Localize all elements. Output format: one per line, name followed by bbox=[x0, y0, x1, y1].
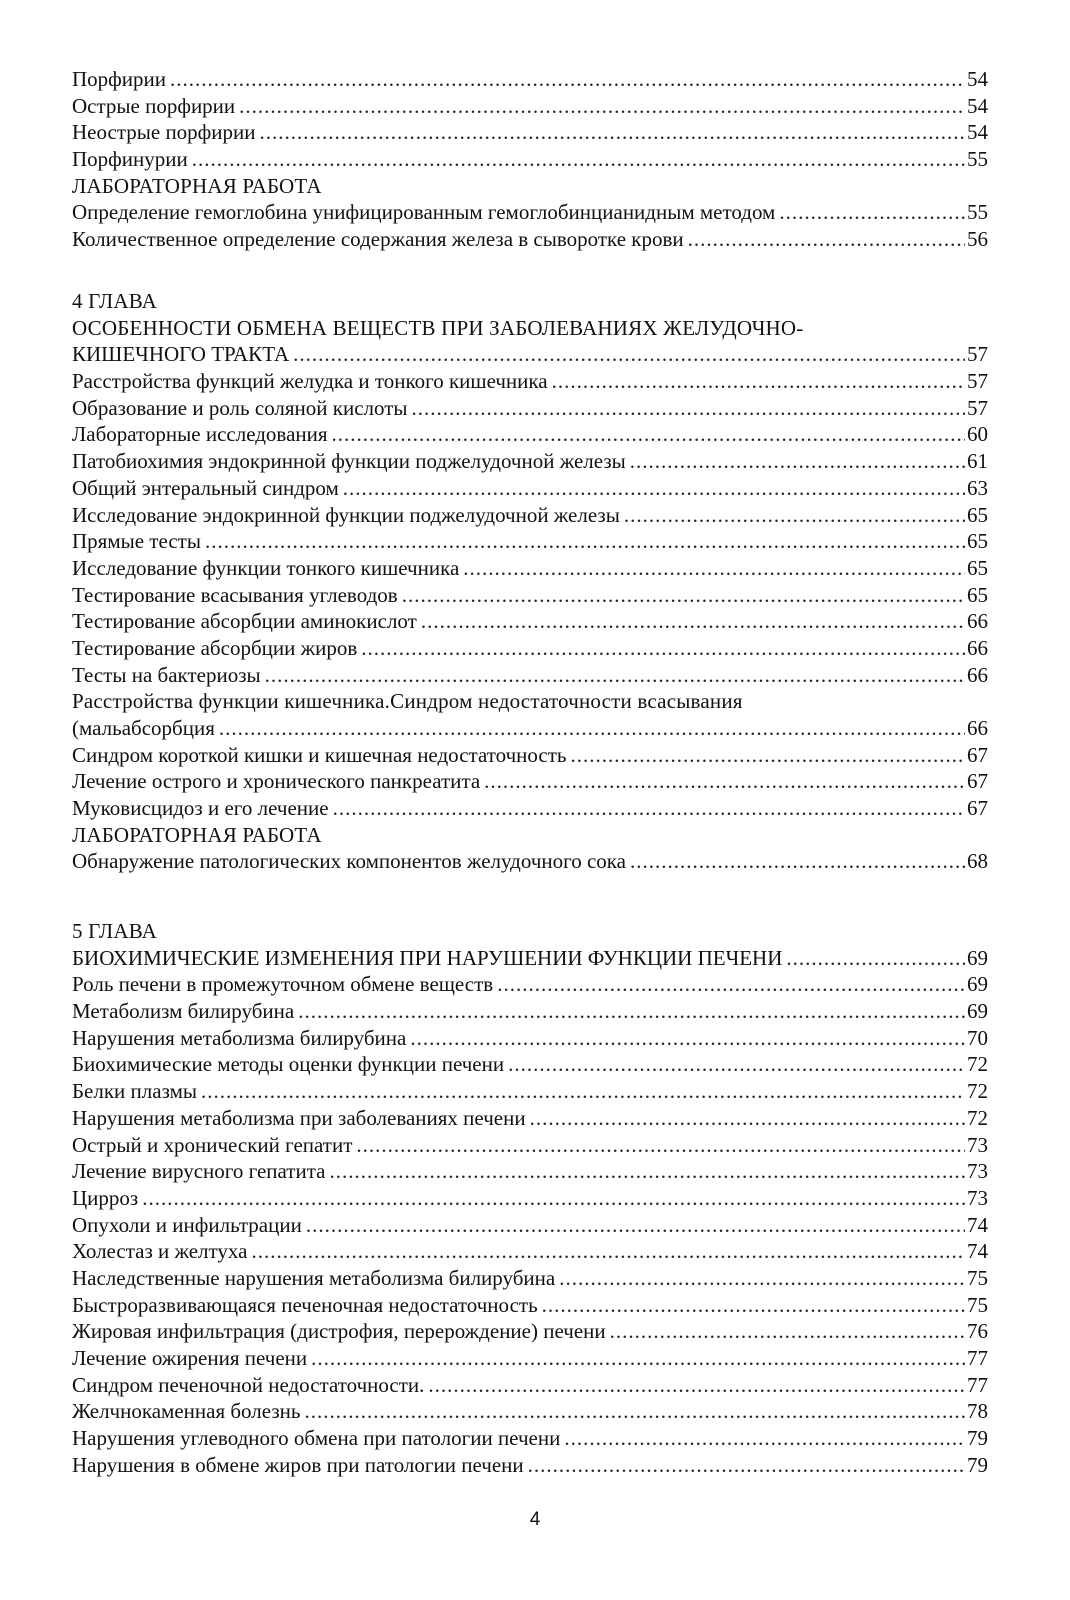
toc-entry bbox=[72, 1105, 988, 1132]
toc-entry-page: 68 bbox=[967, 849, 988, 874]
toc-leader-dots bbox=[542, 1292, 965, 1319]
toc-block-chapter-3-end bbox=[72, 66, 988, 253]
toc-entry-title: Опухоли и инфильтрации bbox=[72, 1212, 302, 1237]
toc-heading: Расстройства функции кишечника.Синдром недостаточности всасывания bbox=[72, 689, 743, 714]
toc-entry-page: 69 bbox=[967, 972, 988, 997]
toc-entry-title: Острый и хронический гепатит bbox=[72, 1132, 353, 1157]
toc-entry-title: Патобиохимия эндокринной функции поджелудочной железы bbox=[72, 449, 626, 474]
toc-block-chapter-5 bbox=[72, 918, 988, 1478]
toc-entry-page: 57 bbox=[967, 369, 988, 394]
toc-entry-page: 73 bbox=[967, 1132, 988, 1157]
toc-entry-title: Синдром короткой кишки и кишечная недостаточность bbox=[72, 742, 567, 767]
toc-leader-dots bbox=[410, 1025, 965, 1052]
toc-entry-page: 70 bbox=[967, 1025, 988, 1050]
toc-entry bbox=[72, 341, 988, 368]
toc-entry-title: Быстроразвивающаяся печеночная недостаточность bbox=[72, 1292, 538, 1317]
toc-entry bbox=[72, 608, 988, 635]
toc-entry bbox=[72, 635, 988, 662]
toc-entry bbox=[72, 998, 988, 1025]
toc-entry bbox=[72, 1265, 988, 1292]
toc-entry bbox=[72, 945, 988, 972]
toc-entry-page: 79 bbox=[967, 1452, 988, 1477]
toc-leader-dots bbox=[528, 1452, 965, 1479]
toc-entry-title: Исследование эндокринной функции поджелудочной железы bbox=[72, 502, 620, 527]
toc-entry-page: 57 bbox=[967, 395, 988, 420]
toc-entry-page: 66 bbox=[967, 662, 988, 687]
toc-leader-dots bbox=[688, 226, 965, 253]
toc-leader-dots bbox=[356, 1132, 965, 1159]
toc-entry bbox=[72, 448, 988, 475]
toc-entry bbox=[72, 1185, 988, 1212]
toc-entry-title: Метаболизм билирубина bbox=[72, 999, 295, 1024]
toc-heading: 5 ГЛАВА bbox=[72, 919, 157, 943]
toc-leader-dots bbox=[306, 1212, 965, 1239]
toc-entry-page: 65 bbox=[967, 555, 988, 580]
toc-entry-page: 75 bbox=[967, 1265, 988, 1290]
toc-entry bbox=[72, 715, 988, 742]
toc-entry-page: 72 bbox=[967, 1052, 988, 1077]
toc-entry-page: 73 bbox=[967, 1159, 988, 1184]
toc-leader-dots bbox=[530, 1105, 965, 1132]
toc-leader-dots bbox=[497, 971, 965, 998]
toc-entry-page: 74 bbox=[967, 1212, 988, 1237]
toc-entry-title: Роль печени в промежуточном обмене веществ bbox=[72, 972, 494, 997]
toc-leader-dots bbox=[412, 395, 965, 422]
toc-entry-title: Биохимические методы оценки функции печени bbox=[72, 1052, 505, 1077]
toc-heading: ЛАБОРАТОРНАЯ РАБОТА bbox=[72, 822, 322, 847]
toc-entry bbox=[72, 199, 988, 226]
toc-entry-page: 54 bbox=[967, 120, 988, 145]
toc-entry-page: 67 bbox=[967, 796, 988, 821]
toc-entry-page: 57 bbox=[967, 342, 988, 367]
toc-leader-dots bbox=[260, 119, 965, 146]
toc-entry-page: 77 bbox=[967, 1372, 988, 1397]
toc-entry bbox=[72, 1452, 988, 1479]
toc-entry-page: 66 bbox=[967, 635, 988, 660]
toc-leader-dots bbox=[779, 199, 965, 226]
toc-entry bbox=[72, 368, 988, 395]
toc-entry-title: Порфирии bbox=[72, 67, 166, 91]
toc-entry-page: 74 bbox=[967, 1239, 988, 1264]
toc-leader-dots bbox=[570, 742, 965, 769]
toc-entry-page: 79 bbox=[967, 1426, 988, 1451]
toc-leader-dots bbox=[333, 795, 965, 822]
page-number: 4 bbox=[529, 1509, 541, 1530]
toc-entry-page: 75 bbox=[967, 1292, 988, 1317]
toc-entry-title: Тестирование абсорбции аминокислот bbox=[72, 609, 417, 634]
toc-entry-title: Тесты на бактериозы bbox=[72, 662, 261, 687]
toc-entry bbox=[72, 971, 988, 998]
toc-leader-dots bbox=[219, 715, 965, 742]
toc-entry-title: Порфинурии bbox=[72, 147, 188, 172]
toc-leader-dots bbox=[559, 1265, 965, 1292]
toc-entry-title: Лабораторные исследования bbox=[72, 422, 328, 447]
toc-entry-page: 65 bbox=[967, 529, 988, 554]
toc-entry bbox=[72, 742, 988, 769]
toc-entry-title: Синдром печеночной недостаточности. bbox=[72, 1372, 425, 1397]
toc-leader-dots bbox=[251, 1238, 965, 1265]
toc-entry bbox=[72, 93, 988, 120]
toc-entry-title: Нарушения углеводного обмена при патологии печени bbox=[72, 1426, 561, 1451]
toc-leader-dots bbox=[786, 945, 965, 972]
toc-leader-dots bbox=[421, 608, 965, 635]
toc-entry-page: 69 bbox=[967, 945, 988, 970]
toc-leader-dots bbox=[293, 341, 965, 368]
toc-entry bbox=[72, 502, 988, 529]
toc-entry-page: 65 bbox=[967, 502, 988, 527]
toc-leader-dots bbox=[304, 1398, 965, 1425]
toc-entry-page: 56 bbox=[967, 227, 988, 252]
toc-heading: ЛАБОРАТОРНАЯ РАБОТА bbox=[72, 173, 322, 198]
toc-entry bbox=[72, 528, 988, 555]
toc-entry bbox=[72, 226, 988, 253]
toc-entry bbox=[72, 1078, 988, 1105]
toc-leader-dots bbox=[142, 1185, 965, 1212]
toc-entry-page: 65 bbox=[967, 582, 988, 607]
toc-entry bbox=[72, 146, 988, 173]
toc-entry bbox=[72, 1158, 988, 1185]
toc-entry-page: 54 bbox=[967, 93, 988, 118]
toc-leader-dots bbox=[332, 421, 965, 448]
toc-entry bbox=[72, 421, 988, 448]
toc-leader-dots bbox=[508, 1051, 965, 1078]
toc-leader-dots bbox=[298, 998, 965, 1025]
toc-entry bbox=[72, 1238, 988, 1265]
toc-entry bbox=[72, 1372, 988, 1399]
toc-entry bbox=[72, 1318, 988, 1345]
toc-entry bbox=[72, 795, 988, 822]
toc-entry-title: Холестаз и желтуха bbox=[72, 1239, 248, 1264]
toc-entry bbox=[72, 475, 988, 502]
toc-entry-title: Обнаружение патологических компонентов желудочного сока bbox=[72, 849, 626, 874]
toc-entry-title: Нарушения метаболизма билирубина bbox=[72, 1025, 407, 1050]
toc-entry-page: 66 bbox=[967, 609, 988, 634]
toc-entry bbox=[72, 1025, 988, 1052]
toc-leader-dots bbox=[361, 635, 965, 662]
toc-entry bbox=[72, 662, 988, 689]
toc-entry-page: 54 bbox=[967, 67, 988, 91]
toc-entry bbox=[72, 1292, 988, 1319]
toc-entry-title: БИОХИМИЧЕСКИЕ ИЗМЕНЕНИЯ ПРИ НАРУШЕНИИ ФУНКЦИИ ПЕЧЕНИ bbox=[72, 945, 783, 970]
toc-heading: ОСОБЕННОСТИ ОБМЕНА ВЕЩЕСТВ ПРИ ЗАБОЛЕВАНИЯХ ЖЕЛУДОЧНО- bbox=[72, 315, 804, 340]
toc-entry-page: 72 bbox=[967, 1105, 988, 1130]
toc-entry bbox=[72, 1212, 988, 1239]
toc-entry-title: Желчнокаменная болезнь bbox=[72, 1399, 301, 1424]
toc-leader-dots bbox=[624, 502, 965, 529]
toc-entry-title: Цирроз bbox=[72, 1185, 139, 1210]
toc-leader-dots bbox=[343, 475, 965, 502]
toc-entry-title: Муковисцидоз и его лечение bbox=[72, 796, 329, 821]
toc-heading: 4 ГЛАВА bbox=[72, 289, 157, 313]
toc-entry-page: 55 bbox=[967, 200, 988, 225]
toc-leader-dots bbox=[552, 368, 965, 395]
toc-entry bbox=[72, 1345, 988, 1372]
toc-leader-dots bbox=[265, 662, 965, 689]
toc-entry-title: Прямые тесты bbox=[72, 529, 201, 554]
toc-entry-title: КИШЕЧНОГО ТРАКТА bbox=[72, 342, 290, 367]
toc-leader-dots bbox=[311, 1345, 965, 1372]
toc-entry bbox=[72, 1425, 988, 1452]
toc-entry-title: Неострые порфирии bbox=[72, 120, 256, 145]
toc-entry-title: Нарушения метаболизма при заболеваниях печени bbox=[72, 1105, 526, 1130]
toc-entry-title: Нарушения в обмене жиров при патологии печени bbox=[72, 1452, 524, 1477]
toc-entry-title: Лечение ожирения печени bbox=[72, 1346, 308, 1370]
toc-entry-title: Лечение острого и хронического панкреатита bbox=[72, 769, 481, 794]
toc-leader-dots bbox=[484, 768, 965, 795]
toc-entry-title: Общий энтеральный синдром bbox=[72, 475, 339, 500]
toc-entry-page: 67 bbox=[967, 769, 988, 794]
toc-entry bbox=[72, 119, 988, 146]
toc-leader-dots bbox=[170, 66, 965, 93]
toc-entry bbox=[72, 66, 988, 93]
toc-entry-page: 76 bbox=[967, 1319, 988, 1344]
toc-entry-title: Тестирование абсорбции жиров bbox=[72, 635, 358, 660]
toc-entry-title: Лечение вирусного гепатита bbox=[72, 1159, 326, 1184]
toc-leader-dots bbox=[610, 1318, 965, 1345]
toc-leader-dots bbox=[192, 146, 965, 173]
toc-leader-dots bbox=[630, 848, 965, 875]
toc-leader-dots bbox=[463, 555, 965, 582]
toc-leader-dots bbox=[329, 1158, 965, 1185]
toc-entry-page: 73 bbox=[967, 1185, 988, 1210]
toc-entry-title: Жировая инфильтрация (дистрофия, перерождение) печени bbox=[72, 1319, 606, 1344]
toc-entry-page: 69 bbox=[967, 999, 988, 1024]
toc-entry bbox=[72, 1051, 988, 1078]
toc-entry-title: Белки плазмы bbox=[72, 1079, 197, 1104]
toc-entry-page: 67 bbox=[967, 742, 988, 767]
toc-entry-page: 77 bbox=[967, 1346, 988, 1370]
toc-entry-title: Расстройства функций желудка и тонкого кишечника bbox=[72, 369, 548, 394]
toc-entry bbox=[72, 1132, 988, 1159]
toc-leader-dots bbox=[630, 448, 965, 475]
toc-entry bbox=[72, 848, 988, 875]
toc-leader-dots bbox=[239, 93, 965, 120]
toc-leader-dots bbox=[564, 1425, 965, 1452]
toc-entry-title: Количественное определение содержания железа в сыворотке крови bbox=[72, 227, 684, 252]
toc-leader-dots bbox=[201, 1078, 965, 1105]
toc-entry-page: 66 bbox=[967, 716, 988, 740]
toc-entry bbox=[72, 768, 988, 795]
toc-entry-title: Образование и роль соляной кислоты bbox=[72, 395, 408, 420]
toc-leader-dots bbox=[428, 1372, 965, 1399]
toc-entry-title: Наследственные нарушения метаболизма билирубина bbox=[72, 1265, 556, 1290]
toc-entry-page: 78 bbox=[967, 1399, 988, 1424]
toc-entry bbox=[72, 582, 988, 609]
toc-leader-dots bbox=[205, 528, 965, 555]
toc-entry-title: (мальабсорбция bbox=[72, 716, 215, 740]
toc-entry-page: 72 bbox=[967, 1079, 988, 1104]
toc-entry-page: 55 bbox=[967, 147, 988, 172]
toc-entry-title: Исследование функции тонкого кишечника bbox=[72, 555, 460, 580]
toc-entry-page: 61 bbox=[967, 449, 988, 474]
toc-entry-page: 60 bbox=[967, 422, 988, 447]
toc-entry bbox=[72, 395, 988, 422]
toc-entry-title: Определение гемоглобина унифицированным гемоглобинцианидным методом bbox=[72, 200, 776, 225]
toc-entry-page: 63 bbox=[967, 475, 988, 500]
toc-entry bbox=[72, 555, 988, 582]
toc-leader-dots bbox=[402, 582, 965, 609]
toc-entry-title: Тестирование всасывания углеводов bbox=[72, 582, 398, 607]
toc-block-chapter-4 bbox=[72, 288, 988, 875]
toc-entry-title: Острые порфирии bbox=[72, 93, 236, 118]
toc-entry bbox=[72, 1398, 988, 1425]
